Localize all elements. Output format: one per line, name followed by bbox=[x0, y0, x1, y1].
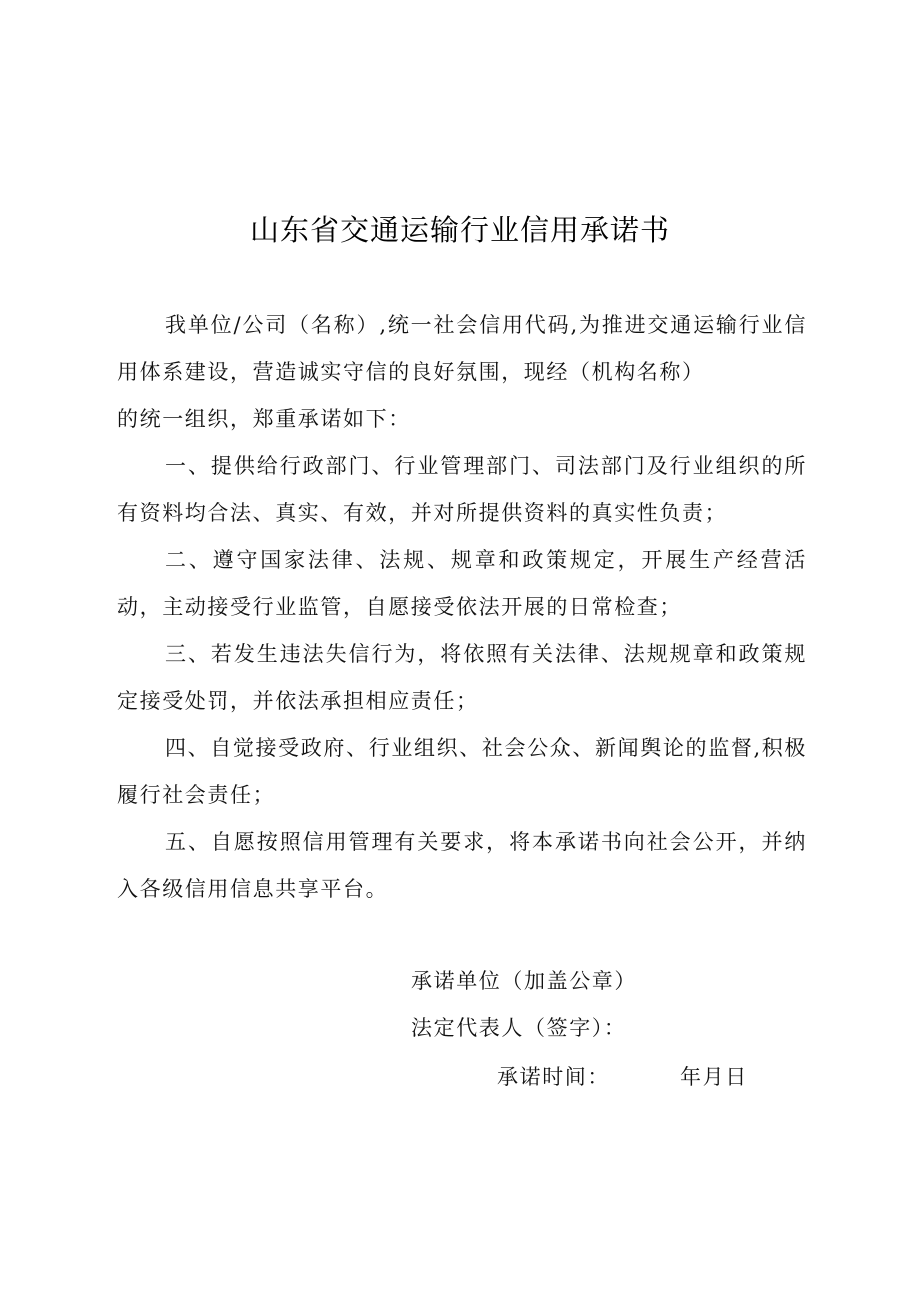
document-body bbox=[117, 302, 807, 913]
signature-time-label: 承诺时间： bbox=[497, 1065, 610, 1089]
signature-unit: 承诺单位（加盖公章） bbox=[411, 969, 637, 993]
document-title: 山东省交通运输行业信用承诺书 bbox=[249, 213, 670, 247]
paragraph-commitment-1: 一、提供给行政部门、行业管理部门、司法部门及行业组织的所有资料均合法、真实、有效，并对所提供资料的真实性负责； bbox=[117, 454, 807, 525]
paragraph-commitment-2: 二、遵守国家法律、法规、规章和政策规定，开展生产经营活动，主动接受行业监管，自愿接受依法开展的日常检查； bbox=[117, 548, 807, 619]
paragraph-intro: 我单位/公司（名称）,统一社会信用代码,为推进交通运输行业信用体系建设，营造诚实守信的良好氛围，现经（机构名称） bbox=[117, 313, 807, 384]
paragraph-commitment-5: 五、自愿按照信用管理有关要求，将本承诺书向社会公开，并纳入各级信用信息共享平台。 bbox=[117, 830, 807, 901]
paragraph-commitment-4: 四、自觉接受政府、行业组织、社会公众、新闻舆论的监督,积极履行社会责任； bbox=[117, 736, 807, 807]
signature-date: 年月日 bbox=[680, 1065, 748, 1089]
signature-time bbox=[497, 1062, 748, 1092]
paragraph-intro-continued: 的统一组织，郑重承诺如下： bbox=[117, 407, 411, 431]
paragraph-commitment-3: 三、若发生违法失信行为，将依照有关法律、法规规章和政策规定接受处罚，并依法承担相应责任； bbox=[117, 642, 807, 713]
signature-representative: 法定代表人（签字）： bbox=[411, 1016, 627, 1040]
